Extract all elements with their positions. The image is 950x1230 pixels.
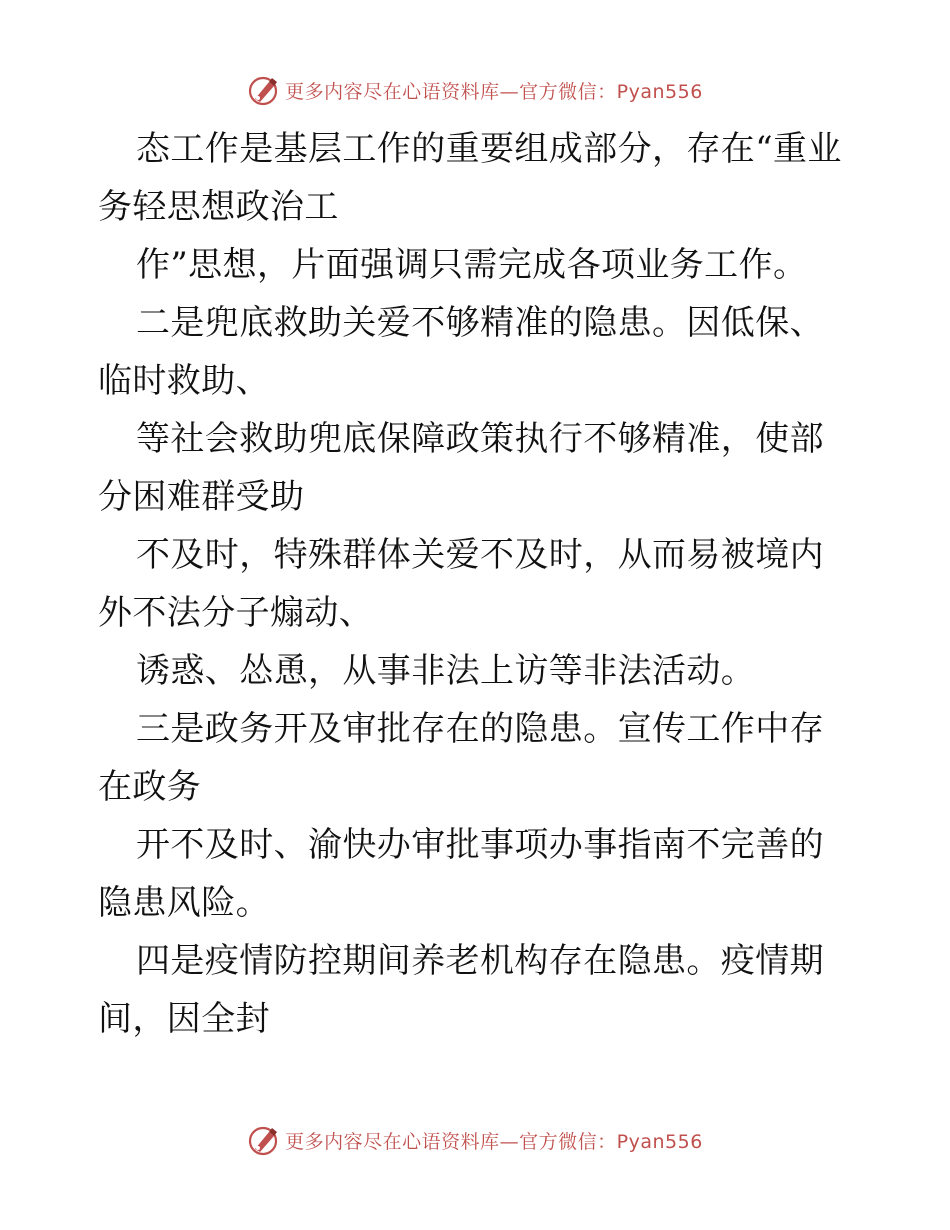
paragraph-2: 作”思想，片面强调只需完成各项业务工作。 [136, 245, 808, 285]
paragraph-8: 开不及时、渝快办审批事项办事指南不完善的隐患风险。 [98, 825, 824, 923]
paragraph-9: 四是疫情防控期间养老机构存在隐患。疫情期间，因全封 [98, 941, 824, 1039]
paragraph-3: 二是兜底救助关爱不够精准的隐患。因低保、临时救助、 [98, 303, 824, 401]
paragraph-5: 不及时，特殊群体关爱不及时，从而易被境内外不法分子煽动、 [98, 535, 824, 633]
paragraph-4: 等社会救助兜底保障政策执行不够精准，使部分困难群受助 [98, 419, 824, 517]
paragraph-1: 态工作是基层工作的重要组成部分，存在“重业务轻思想政治工 [98, 129, 842, 227]
footer-banner [0, 1120, 950, 1160]
header-banner [0, 70, 950, 110]
document-body [98, 120, 854, 1048]
banner-text: 更多内容尽在心语资料库—官方微信： [285, 80, 617, 103]
banner-text: 更多内容尽在心语资料库—官方微信： [285, 1130, 617, 1153]
pen-logo-icon [247, 73, 281, 107]
banner-handle: Pyan556 [616, 1130, 703, 1153]
paragraph-6: 诱惑、怂恿，从事非法上访等非法活动。 [136, 651, 756, 691]
paragraph-7: 三是政务开及审批存在的隐患。宣传工作中存在政务 [98, 709, 824, 807]
pen-logo-icon [247, 1123, 281, 1157]
banner-handle: Pyan556 [616, 80, 703, 103]
